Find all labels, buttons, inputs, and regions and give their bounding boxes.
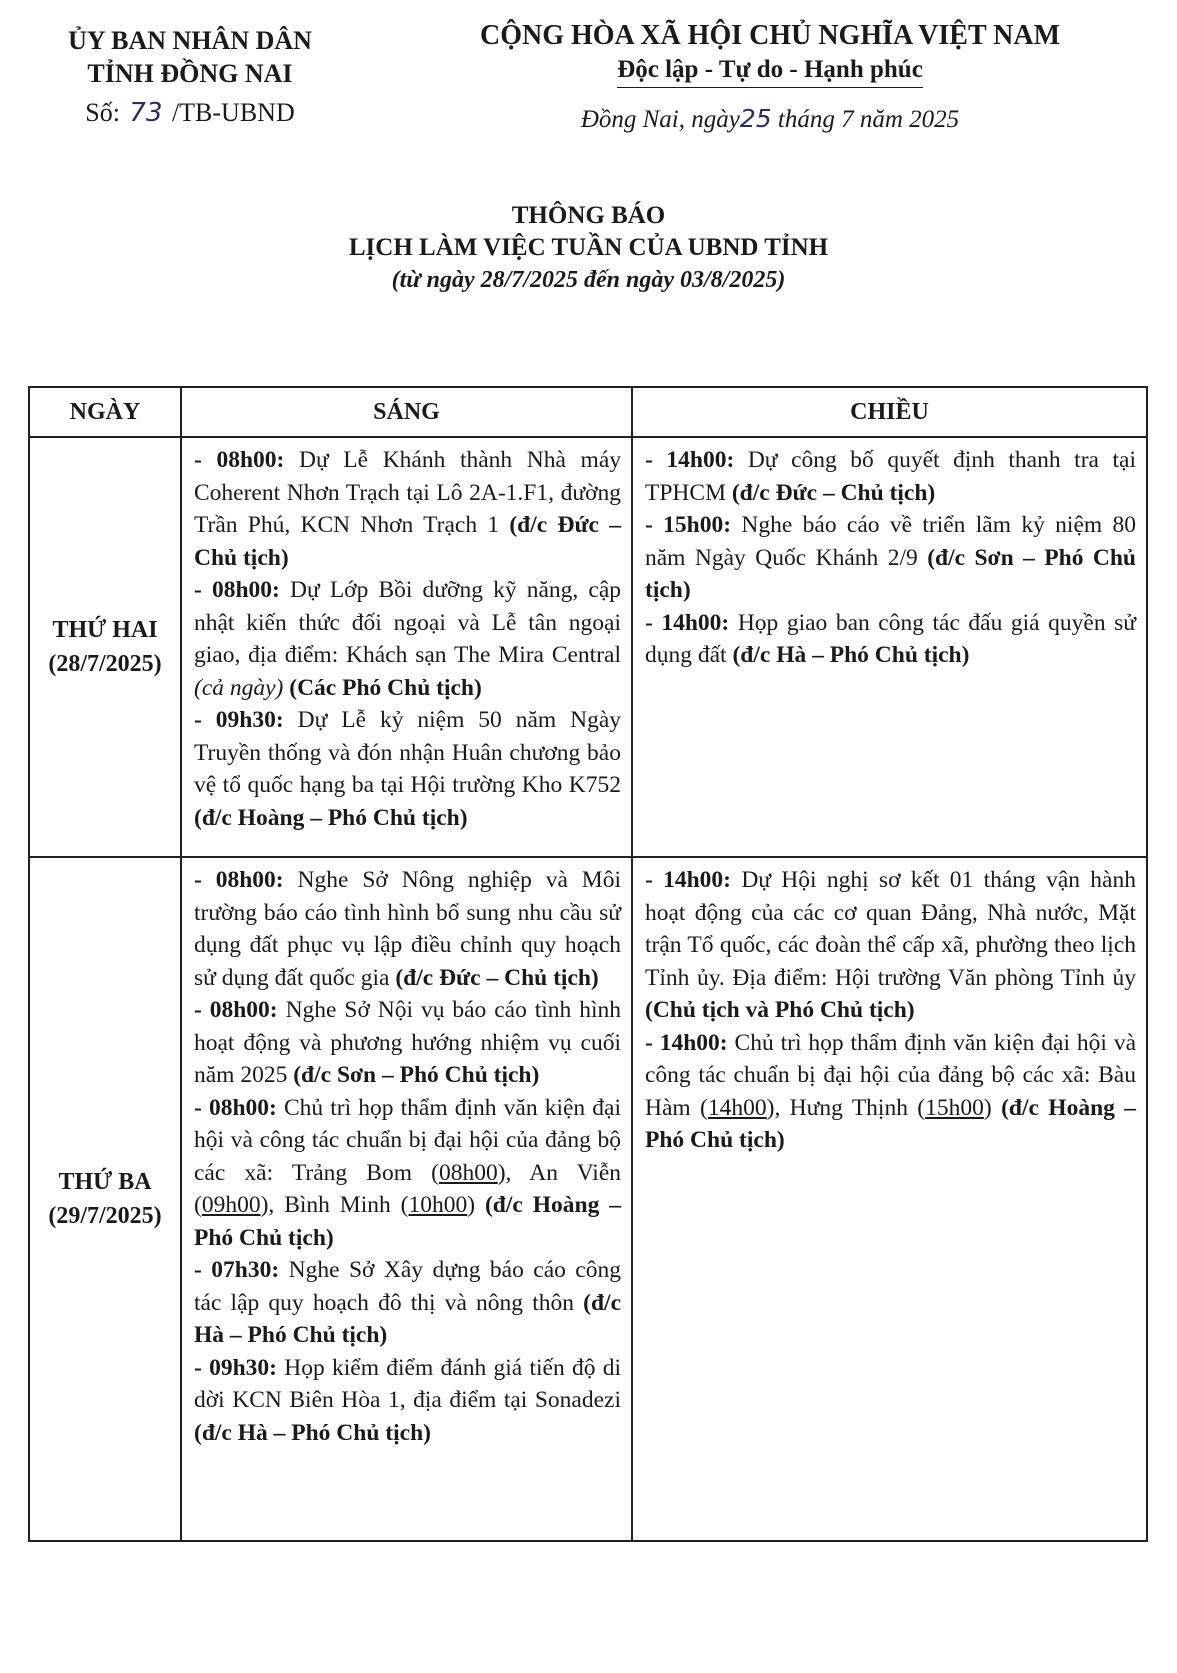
schedule-entry — [194, 994, 621, 1092]
entry-text: Chủ trì họp thẩm định văn kiện đại hội và công tác chuẩn bị đại hội của đảng bộ các xã: Bàu Hàm ( — [645, 1029, 1136, 1121]
issuing-authority — [40, 24, 340, 130]
entry-time: - 08h00: — [194, 1094, 277, 1121]
entry-assignee: (đ/c Hà – Phó Chủ tịch) — [194, 1419, 431, 1446]
document-number — [40, 96, 340, 130]
entry-text: Dự Hội nghị sơ kết 01 tháng vận hành hoạt động của các cơ quan Đảng, Nhà nước, Mặt trận Tổ quốc, các đoàn thể cấp xã, phường theo lịch Tỉnh ủy. Địa điểm: Hội trường Văn phòng Tỉnh ủy — [645, 867, 1136, 991]
schedule-entry — [194, 704, 621, 834]
entry-time: - 07h30: — [194, 1257, 280, 1283]
entry-text: Dự Lễ Khánh thành Nhà máy Coherent Nhơn Trạch tại Lô 2A-1.F1, đường Trần Phú, KCN Nhơn Trạch 1 — [194, 447, 622, 538]
entry-text: Dự công bố quyết định thanh tra tại TPHCM — [645, 447, 1136, 506]
header-afternoon: CHIỀU — [632, 387, 1147, 437]
handwritten-number: 73 — [129, 98, 163, 128]
header-day: NGÀY — [29, 387, 181, 437]
schedule-entry — [194, 444, 621, 574]
schedule-entry — [194, 1254, 621, 1352]
morning-cell — [181, 437, 632, 857]
entry-text: Dự Lớp Bồi dưỡng kỹ năng, cập nhật kiến thức đối ngoại và Lễ tân ngoại giao, địa điểm: Khách sạn The Mira Central — [194, 577, 621, 668]
title-line-1: THÔNG BÁO — [511, 202, 666, 229]
schedule-entry — [645, 607, 1136, 672]
entry-time: - 15h00: — [645, 512, 732, 538]
entry-time: - 14h00: — [645, 867, 732, 893]
org-line-1: ỦY BAN NHÂN DÂN — [68, 26, 312, 55]
date-prefix: Đồng Nai, ngày — [580, 106, 740, 133]
date-suffix: tháng 7 năm 2025 — [777, 106, 960, 133]
entry-time: - 14h00: — [645, 1029, 728, 1056]
entry-time: - 08h00: — [194, 867, 284, 893]
table-header-row — [29, 387, 1147, 437]
entry-time-underlined: 15h00 — [925, 1094, 984, 1121]
table-row — [29, 437, 1147, 857]
title-date-range: (từ ngày 28/7/2025 đến ngày 03/8/2025) — [391, 267, 786, 293]
nation-name: CỘNG HÒA XÃ HỘI CHỦ NGHĨA VIỆT NAM — [479, 20, 1061, 51]
schedule-entry — [194, 1352, 621, 1450]
entry-assignee: (Chủ tịch và Phó Chủ tịch) — [645, 997, 915, 1023]
entry-time: - 09h30: — [194, 1354, 277, 1381]
entry-time: - 08h00: — [194, 577, 280, 603]
schedule-entry — [645, 864, 1136, 1027]
number-suffix: /TB-UBND — [171, 98, 295, 127]
day-name: THỨ BA — [58, 1169, 152, 1195]
entry-time-underlined: 08h00 — [438, 1159, 498, 1186]
day-date: (29/7/2025) — [48, 1203, 162, 1229]
entry-text: ) — [467, 1192, 476, 1218]
entry-text: Nghe Sở Xây dựng báo cáo công tác lập quy hoạch đô thị và nông thôn — [194, 1257, 621, 1316]
entry-text: ), An Viễn ( — [194, 1159, 621, 1218]
org-line-2: TỈNH ĐỒNG NAI — [87, 59, 293, 88]
header-morning: SÁNG — [181, 387, 632, 437]
entry-text: Dự Lễ kỷ niệm 50 năm Ngày Truyền thống và đón nhận Huân chương bảo vệ tổ quốc hạng ba tại Hội trường Kho K752 — [194, 707, 622, 798]
entry-time-underlined: 09h00 — [201, 1192, 261, 1218]
morning-cell — [181, 857, 632, 1541]
entry-text: Họp giao ban công tác đấu giá quyền sử dụng đất — [645, 609, 1136, 668]
schedule-entry — [194, 864, 621, 994]
day-name: THỨ HAI — [52, 617, 158, 643]
afternoon-cell — [632, 857, 1147, 1541]
entry-time-underlined: 14h00 — [707, 1094, 767, 1121]
title-line-2: LỊCH LÀM VIỆC TUẦN CỦA UBND TỈNH — [348, 234, 829, 261]
entry-assignee: (đ/c Đức – Chủ tịch) — [194, 512, 621, 571]
schedule-entry — [645, 1027, 1136, 1157]
entry-text: ), Hưng Thịnh ( — [766, 1094, 926, 1121]
entry-text: Nghe Sở Nông nghiệp và Môi trường báo cáo tình hình bổ sung nhu cầu sử dụng đất phục vụ lập điều chỉnh quy hoạch sử dụng đất quốc gia — [194, 867, 621, 991]
schedule-table — [28, 386, 1148, 1542]
afternoon-cell — [632, 437, 1147, 857]
entry-assignee: (đ/c Sơn – Phó Chủ tịch) — [293, 1062, 540, 1088]
entry-assignee: (đ/c Hà – Phó Chủ tịch) — [732, 642, 970, 668]
entry-assignee: (đ/c Hoàng – Phó Chủ tịch) — [194, 1192, 621, 1251]
entry-time: - 08h00: — [194, 447, 285, 473]
day-cell — [29, 857, 181, 1541]
entry-text: Chủ trì họp thẩm định văn kiện đại hội và công tác chuẩn bị đại hội của đảng bộ các xã: Trảng Bom ( — [194, 1094, 621, 1186]
national-motto: Độc lập - Tự do - Hạnh phúc — [617, 54, 923, 88]
entry-time-underlined: 10h00 — [408, 1192, 468, 1218]
entry-text: Nghe báo cáo về triển lãm kỷ niệm 80 năm Ngày Quốc Khánh 2/9 — [645, 512, 1136, 571]
schedule-entry — [645, 444, 1136, 509]
entry-text: ) — [983, 1094, 992, 1121]
entry-text: ), Bình Minh ( — [260, 1192, 409, 1218]
entry-assignee: (đ/c Sơn – Phó Chủ tịch) — [645, 544, 1137, 603]
entry-text: Nghe Sở Nội vụ báo cáo tình hình hoạt động và phương hướng nhiệm vụ cuối năm 2025 — [194, 997, 621, 1088]
entry-assignee: (đ/c Hà – Phó Chủ tịch) — [194, 1289, 621, 1348]
document-title — [0, 200, 1177, 296]
entry-assignee: (đ/c Đức – Chủ tịch) — [395, 964, 599, 991]
entry-assignee: (đ/c Hoàng – Phó Chủ tịch) — [194, 804, 468, 831]
entry-time: - 14h00: — [645, 447, 735, 473]
entry-assignee: (Các Phó Chủ tịch) — [289, 674, 482, 701]
entry-time: - 08h00: — [194, 997, 278, 1023]
handwritten-day: 25 — [739, 104, 772, 133]
issue-date — [420, 104, 1120, 134]
entry-text: Họp kiểm điểm đánh giá tiến độ di dời KCN Biên Hòa 1, địa điểm tại Sonadezi — [194, 1354, 622, 1413]
entry-note: (cả ngày) — [194, 674, 284, 701]
number-prefix: Số: — [85, 98, 120, 127]
entry-time: - 14h00: — [645, 609, 730, 636]
entry-assignee: (đ/c Hoàng – Phó Chủ tịch) — [645, 1094, 1136, 1153]
day-cell — [29, 437, 181, 857]
entry-time: - 09h30: — [194, 707, 284, 733]
table-row — [29, 857, 1147, 1541]
day-date: (28/7/2025) — [48, 651, 162, 677]
schedule-entry — [194, 1092, 621, 1255]
schedule-entry — [194, 574, 621, 704]
national-heading — [420, 18, 1120, 134]
schedule-entry — [645, 509, 1136, 607]
entry-assignee: (đ/c Đức – Chủ tịch) — [731, 479, 936, 506]
